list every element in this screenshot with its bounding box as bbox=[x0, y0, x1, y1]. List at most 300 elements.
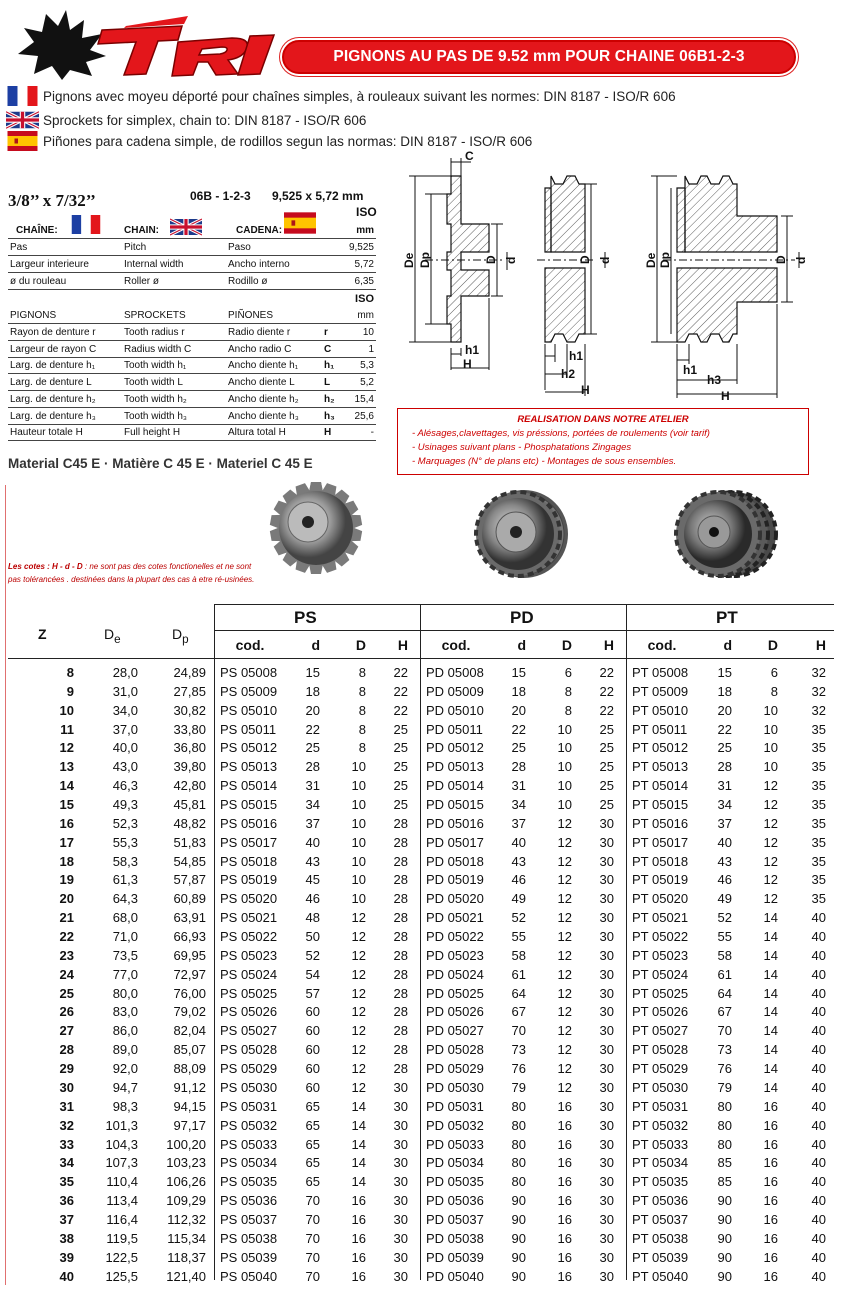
table-cell: 20 bbox=[511, 702, 526, 718]
table-cell: 30 bbox=[393, 1155, 408, 1171]
table-cell: 15 bbox=[717, 665, 732, 680]
table-cell: 76 bbox=[717, 1061, 732, 1077]
spec-header-chain bbox=[8, 222, 376, 239]
label-d-1: d bbox=[504, 256, 518, 264]
table-cell: 60 bbox=[305, 1004, 320, 1020]
table-cell: 49 bbox=[717, 891, 732, 907]
table-cell: 30 bbox=[599, 910, 614, 926]
table-cell: 55 bbox=[511, 929, 526, 945]
sub-header-pt-2: D bbox=[767, 637, 778, 653]
table-cell: 73 bbox=[511, 1042, 526, 1058]
table-cell: 12 bbox=[557, 985, 572, 1001]
table-cell: 27,85 bbox=[173, 683, 206, 699]
table-cell: PT 05031 bbox=[632, 1098, 689, 1114]
table-cell: 49,3 bbox=[112, 797, 138, 813]
table-cell: 46,3 bbox=[112, 778, 138, 794]
col-de bbox=[104, 626, 121, 646]
spec-cell-es: Paso bbox=[228, 242, 251, 253]
spec-row bbox=[8, 341, 376, 358]
table-cell: 40,0 bbox=[112, 740, 138, 756]
header-sprockets: SPROCKETS bbox=[124, 310, 186, 321]
table-cell: 28 bbox=[393, 1004, 408, 1020]
table-cell: 28 bbox=[393, 834, 408, 850]
spec-row bbox=[8, 256, 376, 273]
table-cell: 80 bbox=[511, 1136, 526, 1152]
table-row bbox=[8, 1040, 834, 1059]
table-cell: 90 bbox=[511, 1193, 526, 1209]
header-bottom-line bbox=[8, 658, 834, 659]
table-cell: PD 05031 bbox=[426, 1098, 484, 1114]
table-cell: 28 bbox=[393, 1023, 408, 1039]
table-cell: 22 bbox=[305, 721, 320, 737]
table-cell: PD 05028 bbox=[426, 1042, 484, 1058]
table-cell: 46 bbox=[511, 872, 526, 888]
table-cell: 35 bbox=[59, 1174, 74, 1190]
table-cell: 16 bbox=[351, 1230, 366, 1246]
spec-cell-sym: h₂ bbox=[324, 393, 335, 405]
table-cell: PD 05029 bbox=[426, 1061, 484, 1077]
table-cell: 24,89 bbox=[173, 665, 206, 680]
table-cell: 119,5 bbox=[106, 1230, 138, 1246]
table-cell: 18 bbox=[59, 853, 74, 869]
table-row bbox=[8, 927, 834, 946]
table-cell: PT 05027 bbox=[632, 1023, 689, 1039]
spec-cell-fr: Larg. de denture L bbox=[10, 377, 92, 389]
group-sub-line bbox=[214, 630, 834, 631]
table-cell: 91,12 bbox=[173, 1079, 206, 1095]
table-cell: 40 bbox=[811, 1230, 826, 1246]
table-cell: 45 bbox=[305, 872, 320, 888]
table-cell: PS 05013 bbox=[220, 759, 278, 775]
table-cell: 30 bbox=[393, 1193, 408, 1209]
table-cell: 12 bbox=[763, 778, 778, 794]
table-cell: 43 bbox=[305, 853, 320, 869]
table-cell: 16 bbox=[557, 1155, 572, 1171]
table-cell: 90 bbox=[717, 1193, 732, 1209]
table-cell: 45,81 bbox=[173, 797, 206, 813]
table-cell: 14 bbox=[351, 1098, 366, 1114]
table-cell: 25 bbox=[393, 721, 408, 737]
table-cell: 61,3 bbox=[112, 872, 138, 888]
spec-cell-val: 10 bbox=[362, 327, 374, 338]
spec-cell-es: Altura total H bbox=[228, 427, 286, 439]
table-cell: 12 bbox=[351, 947, 366, 963]
table-row bbox=[8, 757, 834, 776]
unit-mm: mm bbox=[356, 225, 374, 236]
table-cell: 35 bbox=[811, 815, 826, 831]
table-cell: 22 bbox=[511, 721, 526, 737]
spec-cell-es: Ancho diente h₃ bbox=[228, 410, 299, 422]
table-cell: 22 bbox=[599, 665, 614, 680]
table-cell: 12 bbox=[351, 910, 366, 926]
table-cell: 10 bbox=[557, 759, 572, 775]
table-cell: 14 bbox=[763, 910, 778, 926]
table-cell: 30 bbox=[599, 1023, 614, 1039]
table-cell: PD 05008 bbox=[426, 665, 484, 680]
table-cell: 31,0 bbox=[112, 683, 138, 699]
table-cell: PS 05021 bbox=[220, 910, 278, 926]
table-cell: PS 05012 bbox=[220, 740, 278, 756]
table-row bbox=[8, 1229, 834, 1248]
table-cell: 16 bbox=[763, 1230, 778, 1246]
table-cell: 60 bbox=[305, 1079, 320, 1095]
table-cell: 16 bbox=[351, 1268, 366, 1284]
table-cell: 12 bbox=[59, 740, 74, 756]
header-cadena: CADENA: bbox=[236, 225, 283, 236]
table-cell: PT 05019 bbox=[632, 872, 689, 888]
sub-header-ps-1: d bbox=[311, 637, 320, 653]
table-cell: 10 bbox=[763, 759, 778, 775]
table-cell: 30 bbox=[599, 891, 614, 907]
table-cell: 28 bbox=[393, 947, 408, 963]
table-cell: 100,20 bbox=[166, 1136, 206, 1152]
table-cell: 106,26 bbox=[166, 1174, 206, 1190]
table-cell: 40 bbox=[811, 1042, 826, 1058]
table-cell: PS 05028 bbox=[220, 1042, 278, 1058]
label-d-2: d bbox=[598, 256, 612, 264]
table-cell: 85,07 bbox=[173, 1042, 206, 1058]
table-cell: 12 bbox=[557, 1079, 572, 1095]
table-cell: 40 bbox=[811, 1079, 826, 1095]
table-row bbox=[8, 776, 834, 795]
table-cell: 40 bbox=[811, 1117, 826, 1133]
table-cell: 46 bbox=[717, 872, 732, 888]
table-cell: 58,3 bbox=[112, 853, 138, 869]
table-cell: 16 bbox=[763, 1117, 778, 1133]
table-cell: 12 bbox=[557, 1042, 572, 1058]
table-cell: 40 bbox=[811, 966, 826, 982]
material-line: Material C45 E · Matière C 45 E · Materiel C 45 E bbox=[8, 456, 313, 471]
table-cell: 14 bbox=[763, 1061, 778, 1077]
sprocket-photo-triplex bbox=[672, 486, 778, 587]
table-cell: 30 bbox=[599, 1230, 614, 1246]
table-cell: 94,7 bbox=[112, 1079, 138, 1095]
table-cell: 68,0 bbox=[112, 910, 138, 926]
table-cell: PT 05030 bbox=[632, 1079, 689, 1095]
table-cell: 80 bbox=[717, 1098, 732, 1114]
table-row bbox=[8, 1002, 834, 1021]
table-cell: 12 bbox=[557, 1023, 572, 1039]
table-cell: PD 05040 bbox=[426, 1268, 484, 1284]
table-cell: 15 bbox=[511, 665, 526, 680]
table-cell: 115,34 bbox=[167, 1230, 206, 1246]
table-cell: 60 bbox=[305, 1023, 320, 1039]
spec-cell-es: Ancho radio C bbox=[228, 343, 292, 355]
table-cell: 31 bbox=[59, 1098, 74, 1114]
table-cell: 30 bbox=[393, 1136, 408, 1152]
sub-header-ps-3: H bbox=[397, 637, 408, 653]
spec-cell-val: 9,525 bbox=[348, 242, 374, 253]
table-cell: 34 bbox=[305, 797, 320, 813]
table-cell: 55,3 bbox=[112, 834, 138, 850]
table-cell: 35 bbox=[811, 797, 826, 813]
table-cell: 33 bbox=[59, 1136, 74, 1152]
table-cell: PD 05018 bbox=[426, 853, 484, 869]
table-row bbox=[8, 946, 834, 965]
table-cell: 25 bbox=[511, 740, 526, 756]
table-row bbox=[8, 814, 834, 833]
table-row bbox=[8, 1267, 834, 1286]
table-cell: 63,91 bbox=[173, 910, 206, 926]
table-cell: 40 bbox=[811, 1136, 826, 1152]
workshop-line: - Alésages,clavettages, vis préssions, portées de roulements (voir tarif) bbox=[412, 428, 710, 439]
spec-cell-en: Full height H bbox=[124, 427, 181, 439]
table-cell: PS 05024 bbox=[220, 966, 278, 982]
table-cell: 12 bbox=[557, 910, 572, 926]
group-pt: PT bbox=[716, 608, 738, 627]
table-cell: 60 bbox=[305, 1042, 320, 1058]
table-cell: 10 bbox=[59, 702, 74, 718]
spec-cell-sym: H bbox=[324, 427, 332, 439]
table-cell: PS 05034 bbox=[220, 1155, 278, 1171]
table-cell: 32 bbox=[59, 1117, 74, 1133]
spec-cell-fr: Largeur interieure bbox=[10, 259, 89, 270]
table-cell: PD 05010 bbox=[426, 702, 484, 718]
table-cell: 90 bbox=[717, 1230, 732, 1246]
table-cell: PT 05024 bbox=[632, 966, 689, 982]
table-cell: 27 bbox=[59, 1023, 74, 1039]
table-cell: 25 bbox=[59, 985, 74, 1001]
table-cell: 40 bbox=[811, 1155, 826, 1171]
table-cell: 16 bbox=[557, 1136, 572, 1152]
table-cell: 8 bbox=[358, 740, 366, 756]
spec-cell-en: Tooth width L bbox=[124, 377, 183, 389]
table-cell: 14 bbox=[351, 1174, 366, 1190]
table-cell: 121,40 bbox=[166, 1268, 206, 1284]
table-cell: PD 05035 bbox=[426, 1174, 484, 1190]
table-cell: 49 bbox=[511, 891, 526, 907]
table-cell: 70 bbox=[305, 1249, 320, 1265]
table-cell: 85 bbox=[717, 1174, 732, 1190]
spec-cell-es: Rodillo ø bbox=[228, 276, 268, 287]
table-cell: 32 bbox=[811, 665, 826, 680]
table-row bbox=[8, 1210, 834, 1229]
table-cell: 6 bbox=[770, 665, 778, 680]
table-cell: PT 05017 bbox=[632, 834, 689, 850]
table-cell: 12 bbox=[763, 891, 778, 907]
table-cell: 61 bbox=[717, 966, 732, 982]
table-cell: 16 bbox=[763, 1268, 778, 1284]
spec-cell-fr: Rayon de denture r bbox=[10, 327, 96, 338]
table-row bbox=[8, 1248, 834, 1267]
table-cell: 12 bbox=[557, 834, 572, 850]
table-cell: 10 bbox=[557, 778, 572, 794]
unit-mm-2: mm bbox=[357, 310, 374, 321]
french-flag-icon bbox=[6, 86, 39, 106]
table-cell: 92,0 bbox=[112, 1061, 138, 1077]
lang-text-es: Piñones para cadena simple, de rodillos segun las normas: DIN 8187 - ISO/R 606 bbox=[43, 133, 533, 149]
table-cell: PD 05026 bbox=[426, 1004, 484, 1020]
spec-cell-es: Ancho diente L bbox=[228, 377, 295, 389]
table-cell: 40 bbox=[811, 947, 826, 963]
table-cell: PT 05020 bbox=[632, 891, 689, 907]
spec-cell-en: Tooth width h₃ bbox=[124, 410, 187, 422]
table-cell: 37,0 bbox=[112, 721, 138, 737]
table-cell: 90 bbox=[511, 1249, 526, 1265]
table-cell: 34 bbox=[717, 797, 732, 813]
table-cell: 69,95 bbox=[173, 947, 206, 963]
table-cell: 113,4 bbox=[106, 1193, 138, 1209]
label-h3-3: h3 bbox=[707, 373, 722, 387]
table-cell: 12 bbox=[351, 1079, 366, 1095]
table-cell: 89,0 bbox=[112, 1042, 138, 1058]
spanish-flag-icon bbox=[284, 212, 316, 234]
table-cell: PS 05014 bbox=[220, 778, 278, 794]
table-cell: 122,5 bbox=[105, 1249, 138, 1265]
table-cell: PD 05025 bbox=[426, 985, 484, 1001]
table-cell: 30 bbox=[599, 1268, 614, 1284]
table-cell: 30 bbox=[599, 1042, 614, 1058]
table-cell: 17 bbox=[59, 834, 74, 850]
table-cell: 28 bbox=[393, 1061, 408, 1077]
label-D-2: D bbox=[578, 255, 592, 264]
table-cell: 57 bbox=[305, 985, 320, 1001]
table-cell: 70 bbox=[305, 1230, 320, 1246]
table-cell: 28 bbox=[393, 929, 408, 945]
table-row bbox=[8, 795, 834, 814]
table-cell: 32 bbox=[811, 683, 826, 699]
table-cell: 31 bbox=[305, 778, 320, 794]
table-cell: PS 05008 bbox=[220, 665, 278, 680]
table-cell: 30 bbox=[599, 1155, 614, 1171]
table-cell: 70 bbox=[305, 1268, 320, 1284]
table-cell: 30 bbox=[393, 1211, 408, 1227]
spec-cell-sym: h₁ bbox=[324, 360, 335, 372]
table-cell: PT 05038 bbox=[632, 1230, 689, 1246]
table-cell: PD 05019 bbox=[426, 872, 484, 888]
table-row bbox=[8, 984, 834, 1003]
tolerance-note bbox=[8, 560, 258, 586]
spec-cell-fr: Larg. de denture h₂ bbox=[10, 393, 96, 405]
table-cell: PS 05022 bbox=[220, 929, 278, 945]
table-cell: 16 bbox=[557, 1117, 572, 1133]
table-cell: 30 bbox=[599, 1174, 614, 1190]
table-cell: 10 bbox=[351, 797, 366, 813]
table-cell: 29 bbox=[59, 1061, 74, 1077]
table-cell: PD 05011 bbox=[426, 721, 483, 737]
table-cell: PT 05026 bbox=[632, 1004, 689, 1020]
table-cell: 10 bbox=[557, 721, 572, 737]
table-cell: 52 bbox=[717, 910, 732, 926]
table-cell: 10 bbox=[351, 778, 366, 794]
spec-cell-en: Internal width bbox=[124, 259, 184, 270]
table-cell: 14 bbox=[763, 1004, 778, 1020]
table-cell: 14 bbox=[763, 966, 778, 982]
table-cell: 30 bbox=[599, 1193, 614, 1209]
table-row bbox=[8, 870, 834, 889]
table-cell: 40 bbox=[811, 929, 826, 945]
lang-text-en: Sprockets for simplex, chain to: DIN 8187 - ISO/R 606 bbox=[43, 112, 367, 128]
table-cell: 16 bbox=[763, 1193, 778, 1209]
table-row bbox=[8, 1116, 834, 1135]
table-row bbox=[8, 701, 834, 720]
table-cell: 83,0 bbox=[112, 1004, 138, 1020]
table-row bbox=[8, 720, 834, 739]
table-cell: PD 05016 bbox=[426, 815, 484, 831]
table-cell: 30 bbox=[599, 929, 614, 945]
spec-cell-en: Tooth width h₁ bbox=[124, 360, 187, 372]
spec-cell-en: Roller ø bbox=[124, 276, 160, 287]
table-cell: 8 bbox=[66, 665, 74, 680]
table-cell: 70 bbox=[511, 1023, 526, 1039]
table-cell: 42,80 bbox=[173, 778, 206, 794]
table-cell: 14 bbox=[763, 1023, 778, 1039]
table-cell: 77,0 bbox=[112, 966, 138, 982]
spec-cell-val: 5,2 bbox=[360, 377, 374, 389]
table-top-line bbox=[214, 604, 834, 605]
table-cell: 54,85 bbox=[173, 853, 206, 869]
spec-cell-val: 25,6 bbox=[354, 410, 374, 422]
table-row bbox=[8, 1172, 834, 1191]
table-cell: 8 bbox=[770, 683, 778, 699]
uk-flag-icon bbox=[170, 218, 202, 236]
table-cell: 103,23 bbox=[166, 1155, 206, 1171]
table-cell: 28 bbox=[393, 891, 408, 907]
table-cell: 80 bbox=[511, 1155, 526, 1171]
table-cell: 12 bbox=[557, 1004, 572, 1020]
table-cell: 79,02 bbox=[173, 1004, 206, 1020]
table-cell: 12 bbox=[351, 985, 366, 1001]
table-cell: 30 bbox=[599, 853, 614, 869]
table-cell: 33,80 bbox=[173, 721, 206, 737]
table-cell: 52 bbox=[511, 910, 526, 926]
header-chain: CHAIN: bbox=[124, 225, 159, 236]
table-row bbox=[8, 965, 834, 984]
table-cell: 28 bbox=[393, 815, 408, 831]
table-cell: 12 bbox=[557, 872, 572, 888]
table-cell: 25 bbox=[599, 759, 614, 775]
table-cell: 12 bbox=[351, 929, 366, 945]
table-cell: 16 bbox=[557, 1193, 572, 1209]
table-cell: PS 05017 bbox=[220, 834, 278, 850]
table-cell: PD 05036 bbox=[426, 1193, 484, 1209]
table-cell: 118,37 bbox=[167, 1249, 206, 1265]
table-cell: PT 05023 bbox=[632, 947, 689, 963]
lang-line-en bbox=[6, 110, 366, 130]
table-cell: 16 bbox=[557, 1174, 572, 1190]
table-cell: 14 bbox=[351, 1136, 366, 1152]
table-cell: 12 bbox=[763, 797, 778, 813]
table-cell: 40 bbox=[811, 1211, 826, 1227]
label-de-1: De bbox=[402, 252, 416, 268]
table-cell: 66,93 bbox=[173, 929, 206, 945]
table-cell: 12 bbox=[557, 891, 572, 907]
sprocket-table bbox=[8, 604, 834, 1284]
table-cell: 25 bbox=[599, 778, 614, 794]
table-cell: 9 bbox=[66, 683, 74, 699]
label-dp-3: Dp bbox=[658, 252, 672, 268]
table-cell: PS 05026 bbox=[220, 1004, 278, 1020]
spec-cell-es: Radio diente r bbox=[228, 327, 291, 338]
table-cell: 40 bbox=[811, 1023, 826, 1039]
sprocket-photo-duplex bbox=[470, 486, 570, 587]
sub-header-pt-1: d bbox=[723, 637, 732, 653]
table-cell: 28 bbox=[393, 966, 408, 982]
table-cell: 16 bbox=[763, 1249, 778, 1265]
table-cell: 31 bbox=[717, 778, 732, 794]
spec-cell-fr: Hauteur totale H bbox=[10, 427, 83, 439]
table-cell: 16 bbox=[557, 1230, 572, 1246]
table-cell: 30 bbox=[599, 1249, 614, 1265]
table-cell: 6 bbox=[564, 665, 572, 680]
table-cell: 22 bbox=[393, 702, 408, 718]
spec-cell-val: 5,3 bbox=[360, 360, 374, 372]
label-d-3: d bbox=[794, 256, 808, 264]
table-cell: PT 05010 bbox=[632, 702, 689, 718]
label-de-3: De bbox=[644, 252, 658, 268]
label-H-1: H bbox=[463, 357, 472, 371]
table-cell: 28 bbox=[393, 910, 408, 926]
